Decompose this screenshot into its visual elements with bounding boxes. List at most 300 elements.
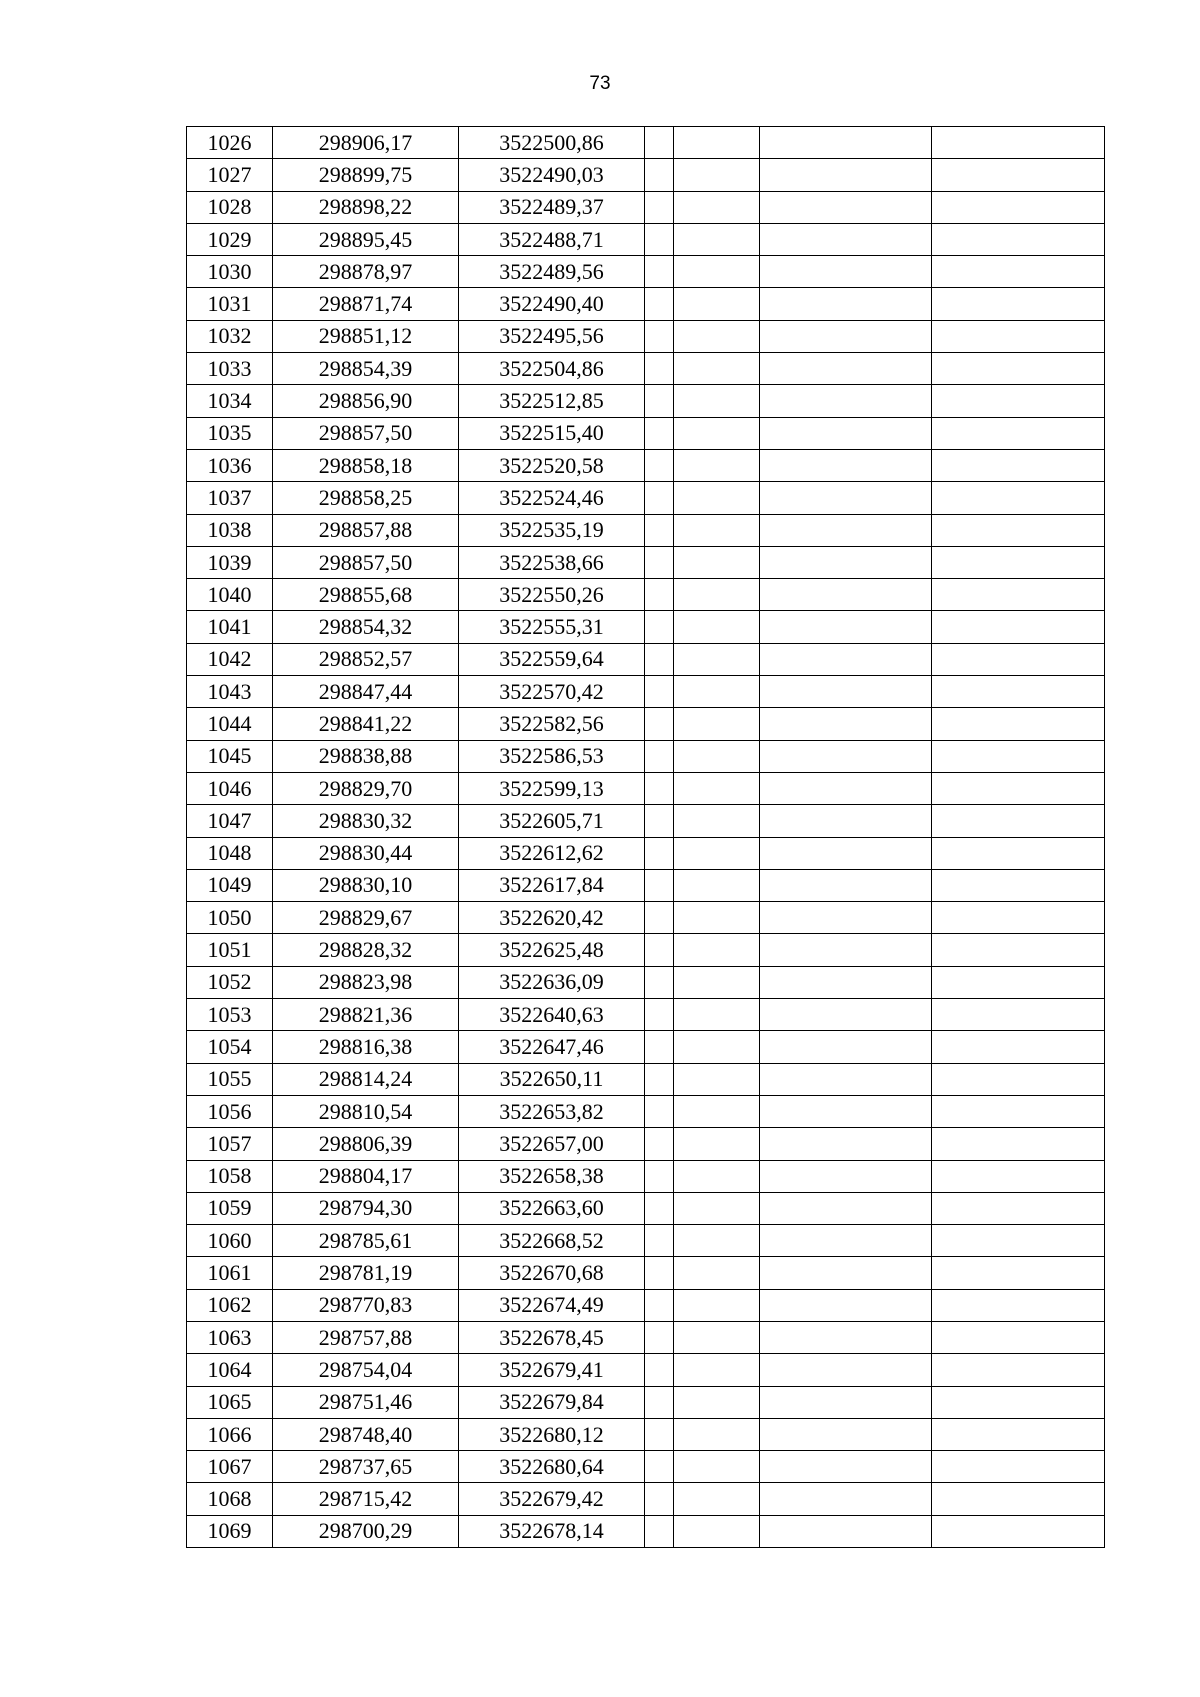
- empty-cell: [674, 1515, 760, 1547]
- empty-cell: [932, 1451, 1105, 1483]
- empty-cell: [760, 934, 932, 966]
- y-coordinate-cell: 3522658,38: [459, 1160, 645, 1192]
- empty-cell: [760, 1386, 932, 1418]
- point-number-cell: 1041: [187, 611, 273, 643]
- point-number-cell: 1040: [187, 579, 273, 611]
- empty-cell: [760, 1515, 932, 1547]
- x-coordinate-cell: 298814,24: [273, 1063, 459, 1095]
- empty-cell: [674, 1354, 760, 1386]
- empty-cell: [932, 1063, 1105, 1095]
- point-number-cell: 1049: [187, 869, 273, 901]
- empty-cell: [674, 1257, 760, 1289]
- point-number-cell: 1060: [187, 1225, 273, 1257]
- empty-cell: [760, 772, 932, 804]
- point-number-cell: 1062: [187, 1289, 273, 1321]
- empty-cell: [674, 708, 760, 740]
- empty-cell: [932, 449, 1105, 481]
- table-row: [187, 966, 1105, 998]
- empty-cell: [674, 643, 760, 675]
- empty-cell: [674, 127, 760, 159]
- point-number-cell: 1059: [187, 1192, 273, 1224]
- y-coordinate-cell: 3522582,56: [459, 708, 645, 740]
- empty-cell: [760, 546, 932, 578]
- empty-cell: [674, 320, 760, 352]
- empty-cell: [674, 805, 760, 837]
- empty-cell: [932, 1160, 1105, 1192]
- empty-cell: [932, 1289, 1105, 1321]
- empty-cell: [760, 1192, 932, 1224]
- empty-cell: [674, 546, 760, 578]
- empty-cell: [932, 1354, 1105, 1386]
- empty-cell: [645, 579, 674, 611]
- empty-cell: [674, 934, 760, 966]
- table-row: [187, 1321, 1105, 1353]
- x-coordinate-cell: 298830,10: [273, 869, 459, 901]
- table-row: [187, 1386, 1105, 1418]
- point-number-cell: 1043: [187, 676, 273, 708]
- x-coordinate-cell: 298794,30: [273, 1192, 459, 1224]
- empty-cell: [932, 1031, 1105, 1063]
- empty-cell: [674, 256, 760, 288]
- y-coordinate-cell: 3522670,68: [459, 1257, 645, 1289]
- empty-cell: [760, 353, 932, 385]
- point-number-cell: 1063: [187, 1321, 273, 1353]
- empty-cell: [760, 611, 932, 643]
- x-coordinate-cell: 298895,45: [273, 223, 459, 255]
- point-number-cell: 1057: [187, 1128, 273, 1160]
- x-coordinate-cell: 298898,22: [273, 191, 459, 223]
- table-row: [187, 1063, 1105, 1095]
- empty-cell: [760, 191, 932, 223]
- point-number-cell: 1030: [187, 256, 273, 288]
- empty-cell: [674, 353, 760, 385]
- table-row: [187, 256, 1105, 288]
- y-coordinate-cell: 3522599,13: [459, 772, 645, 804]
- y-coordinate-cell: 3522489,56: [459, 256, 645, 288]
- x-coordinate-cell: 298781,19: [273, 1257, 459, 1289]
- y-coordinate-cell: 3522679,42: [459, 1483, 645, 1515]
- empty-cell: [932, 514, 1105, 546]
- empty-cell: [932, 643, 1105, 675]
- empty-cell: [760, 1354, 932, 1386]
- point-number-cell: 1064: [187, 1354, 273, 1386]
- point-number-cell: 1032: [187, 320, 273, 352]
- empty-cell: [760, 1160, 932, 1192]
- empty-cell: [674, 740, 760, 772]
- y-coordinate-cell: 3522678,45: [459, 1321, 645, 1353]
- empty-cell: [645, 708, 674, 740]
- empty-cell: [760, 1483, 932, 1515]
- point-number-cell: 1069: [187, 1515, 273, 1547]
- x-coordinate-cell: 298785,61: [273, 1225, 459, 1257]
- table-row: [187, 191, 1105, 223]
- point-number-cell: 1066: [187, 1418, 273, 1450]
- point-number-cell: 1031: [187, 288, 273, 320]
- x-coordinate-cell: 298806,39: [273, 1128, 459, 1160]
- table-row: [187, 417, 1105, 449]
- empty-cell: [674, 1192, 760, 1224]
- y-coordinate-cell: 3522524,46: [459, 482, 645, 514]
- empty-cell: [674, 1451, 760, 1483]
- y-coordinate-cell: 3522490,40: [459, 288, 645, 320]
- empty-cell: [645, 1386, 674, 1418]
- empty-cell: [760, 1095, 932, 1127]
- y-coordinate-cell: 3522612,62: [459, 837, 645, 869]
- table-row: [187, 579, 1105, 611]
- page-number: 73: [589, 73, 611, 94]
- empty-cell: [932, 1386, 1105, 1418]
- table-row: [187, 772, 1105, 804]
- x-coordinate-cell: 298854,39: [273, 353, 459, 385]
- y-coordinate-cell: 3522488,71: [459, 223, 645, 255]
- empty-cell: [760, 223, 932, 255]
- empty-cell: [674, 1128, 760, 1160]
- table-row: [187, 708, 1105, 740]
- empty-cell: [645, 449, 674, 481]
- coordinates-table: [186, 126, 1105, 1548]
- y-coordinate-cell: 3522570,42: [459, 676, 645, 708]
- empty-cell: [760, 708, 932, 740]
- empty-cell: [932, 320, 1105, 352]
- y-coordinate-cell: 3522550,26: [459, 579, 645, 611]
- x-coordinate-cell: 298823,98: [273, 966, 459, 998]
- empty-cell: [932, 869, 1105, 901]
- empty-cell: [674, 191, 760, 223]
- point-number-cell: 1045: [187, 740, 273, 772]
- point-number-cell: 1054: [187, 1031, 273, 1063]
- empty-cell: [760, 869, 932, 901]
- empty-cell: [674, 902, 760, 934]
- table-row: [187, 1289, 1105, 1321]
- empty-cell: [932, 902, 1105, 934]
- empty-cell: [932, 579, 1105, 611]
- coordinates-table-body: [187, 127, 1105, 1548]
- empty-cell: [932, 1257, 1105, 1289]
- y-coordinate-cell: 3522489,37: [459, 191, 645, 223]
- y-coordinate-cell: 3522653,82: [459, 1095, 645, 1127]
- empty-cell: [645, 546, 674, 578]
- empty-cell: [932, 159, 1105, 191]
- table-row: [187, 288, 1105, 320]
- x-coordinate-cell: 298804,17: [273, 1160, 459, 1192]
- x-coordinate-cell: 298857,88: [273, 514, 459, 546]
- y-coordinate-cell: 3522512,85: [459, 385, 645, 417]
- empty-cell: [932, 482, 1105, 514]
- empty-cell: [645, 514, 674, 546]
- point-number-cell: 1028: [187, 191, 273, 223]
- table-row: [187, 1515, 1105, 1547]
- empty-cell: [760, 1289, 932, 1321]
- empty-cell: [674, 1386, 760, 1418]
- point-number-cell: 1048: [187, 837, 273, 869]
- empty-cell: [760, 449, 932, 481]
- empty-cell: [932, 772, 1105, 804]
- point-number-cell: 1052: [187, 966, 273, 998]
- x-coordinate-cell: 298830,44: [273, 837, 459, 869]
- empty-cell: [760, 643, 932, 675]
- empty-cell: [674, 417, 760, 449]
- empty-cell: [645, 159, 674, 191]
- empty-cell: [674, 159, 760, 191]
- x-coordinate-cell: 298847,44: [273, 676, 459, 708]
- empty-cell: [645, 1451, 674, 1483]
- empty-cell: [932, 805, 1105, 837]
- empty-cell: [645, 353, 674, 385]
- empty-cell: [760, 1451, 932, 1483]
- table-row: [187, 159, 1105, 191]
- x-coordinate-cell: 298751,46: [273, 1386, 459, 1418]
- empty-cell: [760, 256, 932, 288]
- y-coordinate-cell: 3522678,14: [459, 1515, 645, 1547]
- table-row: [187, 482, 1105, 514]
- empty-cell: [645, 191, 674, 223]
- x-coordinate-cell: 298700,29: [273, 1515, 459, 1547]
- empty-cell: [932, 385, 1105, 417]
- table-row: [187, 869, 1105, 901]
- empty-cell: [674, 514, 760, 546]
- y-coordinate-cell: 3522520,58: [459, 449, 645, 481]
- point-number-cell: 1026: [187, 127, 273, 159]
- empty-cell: [760, 999, 932, 1031]
- empty-cell: [932, 1225, 1105, 1257]
- table-row: [187, 999, 1105, 1031]
- y-coordinate-cell: 3522586,53: [459, 740, 645, 772]
- empty-cell: [674, 999, 760, 1031]
- empty-cell: [645, 1225, 674, 1257]
- empty-cell: [645, 1031, 674, 1063]
- table-row: [187, 1095, 1105, 1127]
- empty-cell: [760, 320, 932, 352]
- empty-cell: [760, 1031, 932, 1063]
- y-coordinate-cell: 3522679,84: [459, 1386, 645, 1418]
- empty-cell: [645, 417, 674, 449]
- x-coordinate-cell: 298855,68: [273, 579, 459, 611]
- empty-cell: [645, 611, 674, 643]
- empty-cell: [932, 1418, 1105, 1450]
- empty-cell: [932, 127, 1105, 159]
- empty-cell: [674, 223, 760, 255]
- point-number-cell: 1050: [187, 902, 273, 934]
- empty-cell: [645, 1095, 674, 1127]
- empty-cell: [645, 805, 674, 837]
- empty-cell: [760, 288, 932, 320]
- empty-cell: [674, 288, 760, 320]
- empty-cell: [645, 1128, 674, 1160]
- y-coordinate-cell: 3522538,66: [459, 546, 645, 578]
- x-coordinate-cell: 298816,38: [273, 1031, 459, 1063]
- x-coordinate-cell: 298858,25: [273, 482, 459, 514]
- empty-cell: [645, 482, 674, 514]
- table-row: [187, 643, 1105, 675]
- point-number-cell: 1038: [187, 514, 273, 546]
- table-row: [187, 934, 1105, 966]
- empty-cell: [674, 1321, 760, 1353]
- point-number-cell: 1056: [187, 1095, 273, 1127]
- empty-cell: [932, 546, 1105, 578]
- x-coordinate-cell: 298906,17: [273, 127, 459, 159]
- empty-cell: [645, 1354, 674, 1386]
- empty-cell: [674, 837, 760, 869]
- empty-cell: [645, 1063, 674, 1095]
- point-number-cell: 1029: [187, 223, 273, 255]
- point-number-cell: 1067: [187, 1451, 273, 1483]
- y-coordinate-cell: 3522680,64: [459, 1451, 645, 1483]
- y-coordinate-cell: 3522640,63: [459, 999, 645, 1031]
- empty-cell: [932, 837, 1105, 869]
- x-coordinate-cell: 298841,22: [273, 708, 459, 740]
- point-number-cell: 1033: [187, 353, 273, 385]
- table-row: [187, 676, 1105, 708]
- table-row: [187, 127, 1105, 159]
- empty-cell: [760, 1225, 932, 1257]
- table-row: [187, 1418, 1105, 1450]
- x-coordinate-cell: 298856,90: [273, 385, 459, 417]
- empty-cell: [645, 1483, 674, 1515]
- table-row: [187, 1128, 1105, 1160]
- empty-cell: [932, 191, 1105, 223]
- empty-cell: [932, 223, 1105, 255]
- empty-cell: [645, 223, 674, 255]
- empty-cell: [932, 999, 1105, 1031]
- empty-cell: [645, 837, 674, 869]
- empty-cell: [760, 159, 932, 191]
- empty-cell: [760, 1321, 932, 1353]
- empty-cell: [674, 966, 760, 998]
- point-number-cell: 1034: [187, 385, 273, 417]
- empty-cell: [645, 1192, 674, 1224]
- empty-cell: [760, 579, 932, 611]
- point-number-cell: 1027: [187, 159, 273, 191]
- point-number-cell: 1061: [187, 1257, 273, 1289]
- empty-cell: [932, 1483, 1105, 1515]
- x-coordinate-cell: 298770,83: [273, 1289, 459, 1321]
- empty-cell: [674, 579, 760, 611]
- x-coordinate-cell: 298715,42: [273, 1483, 459, 1515]
- x-coordinate-cell: 298821,36: [273, 999, 459, 1031]
- empty-cell: [645, 1160, 674, 1192]
- y-coordinate-cell: 3522679,41: [459, 1354, 645, 1386]
- empty-cell: [760, 966, 932, 998]
- y-coordinate-cell: 3522625,48: [459, 934, 645, 966]
- x-coordinate-cell: 298852,57: [273, 643, 459, 675]
- x-coordinate-cell: 298754,04: [273, 1354, 459, 1386]
- x-coordinate-cell: 298838,88: [273, 740, 459, 772]
- table-row: [187, 514, 1105, 546]
- x-coordinate-cell: 298737,65: [273, 1451, 459, 1483]
- y-coordinate-cell: 3522617,84: [459, 869, 645, 901]
- empty-cell: [645, 643, 674, 675]
- empty-cell: [674, 1063, 760, 1095]
- empty-cell: [674, 1031, 760, 1063]
- empty-cell: [645, 127, 674, 159]
- table-row: [187, 611, 1105, 643]
- y-coordinate-cell: 3522500,86: [459, 127, 645, 159]
- empty-cell: [645, 1418, 674, 1450]
- table-row: [187, 223, 1105, 255]
- point-number-cell: 1068: [187, 1483, 273, 1515]
- empty-cell: [760, 1128, 932, 1160]
- empty-cell: [645, 966, 674, 998]
- x-coordinate-cell: 298828,32: [273, 934, 459, 966]
- x-coordinate-cell: 298851,12: [273, 320, 459, 352]
- empty-cell: [645, 740, 674, 772]
- y-coordinate-cell: 3522620,42: [459, 902, 645, 934]
- table-row: [187, 902, 1105, 934]
- point-number-cell: 1039: [187, 546, 273, 578]
- empty-cell: [674, 449, 760, 481]
- empty-cell: [645, 772, 674, 804]
- empty-cell: [674, 869, 760, 901]
- empty-cell: [645, 869, 674, 901]
- empty-cell: [674, 1160, 760, 1192]
- empty-cell: [674, 1095, 760, 1127]
- x-coordinate-cell: 298858,18: [273, 449, 459, 481]
- empty-cell: [760, 1418, 932, 1450]
- empty-cell: [645, 385, 674, 417]
- empty-cell: [645, 902, 674, 934]
- y-coordinate-cell: 3522668,52: [459, 1225, 645, 1257]
- empty-cell: [645, 1257, 674, 1289]
- table-row: [187, 385, 1105, 417]
- empty-cell: [932, 708, 1105, 740]
- point-number-cell: 1046: [187, 772, 273, 804]
- table-row: [187, 546, 1105, 578]
- x-coordinate-cell: 298871,74: [273, 288, 459, 320]
- empty-cell: [645, 256, 674, 288]
- y-coordinate-cell: 3522674,49: [459, 1289, 645, 1321]
- empty-cell: [760, 482, 932, 514]
- table-row: [187, 1354, 1105, 1386]
- x-coordinate-cell: 298748,40: [273, 1418, 459, 1450]
- y-coordinate-cell: 3522605,71: [459, 805, 645, 837]
- empty-cell: [674, 772, 760, 804]
- x-coordinate-cell: 298878,97: [273, 256, 459, 288]
- y-coordinate-cell: 3522657,00: [459, 1128, 645, 1160]
- table-row: [187, 1031, 1105, 1063]
- table-row: [187, 805, 1105, 837]
- empty-cell: [760, 740, 932, 772]
- point-number-cell: 1042: [187, 643, 273, 675]
- y-coordinate-cell: 3522663,60: [459, 1192, 645, 1224]
- empty-cell: [645, 1515, 674, 1547]
- y-coordinate-cell: 3522559,64: [459, 643, 645, 675]
- empty-cell: [760, 1063, 932, 1095]
- empty-cell: [932, 611, 1105, 643]
- empty-cell: [760, 1257, 932, 1289]
- point-number-cell: 1035: [187, 417, 273, 449]
- table-row: [187, 1451, 1105, 1483]
- empty-cell: [645, 288, 674, 320]
- point-number-cell: 1055: [187, 1063, 273, 1095]
- table-row: [187, 1483, 1105, 1515]
- y-coordinate-cell: 3522650,11: [459, 1063, 645, 1095]
- table-row: [187, 449, 1105, 481]
- point-number-cell: 1053: [187, 999, 273, 1031]
- y-coordinate-cell: 3522495,56: [459, 320, 645, 352]
- empty-cell: [645, 1289, 674, 1321]
- point-number-cell: 1037: [187, 482, 273, 514]
- empty-cell: [674, 676, 760, 708]
- empty-cell: [674, 1483, 760, 1515]
- empty-cell: [932, 966, 1105, 998]
- empty-cell: [932, 1192, 1105, 1224]
- point-number-cell: 1047: [187, 805, 273, 837]
- table-row: [187, 1225, 1105, 1257]
- table-row: [187, 1257, 1105, 1289]
- empty-cell: [932, 256, 1105, 288]
- table-row: [187, 837, 1105, 869]
- x-coordinate-cell: 298854,32: [273, 611, 459, 643]
